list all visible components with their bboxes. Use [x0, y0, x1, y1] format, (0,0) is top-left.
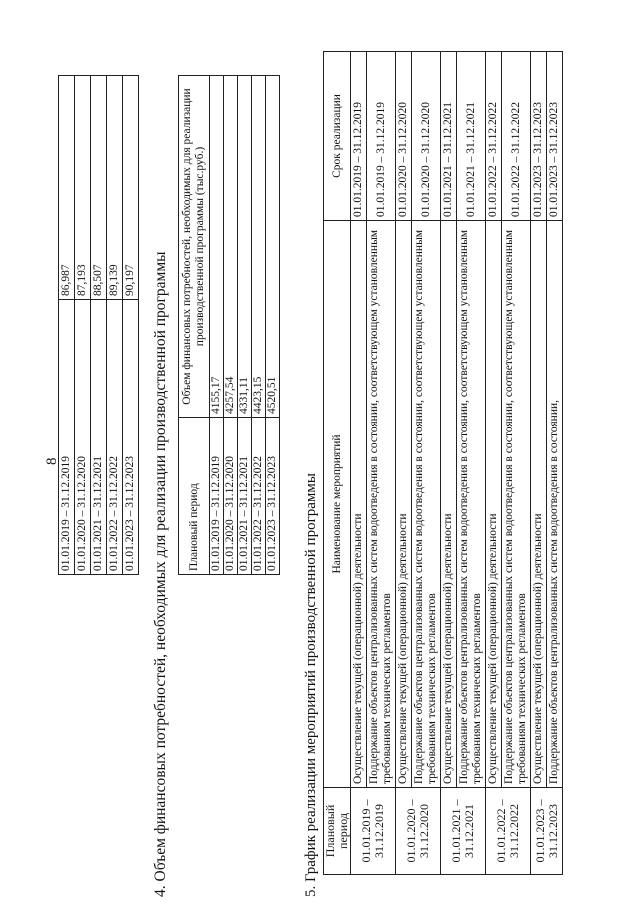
- activity-cell: Поддержание объектов централизованных систем водоотведения в состоянии,: [547, 221, 563, 788]
- section-5-heading: 5. График реализации мероприятий производственной программы: [303, 473, 319, 897]
- value-cell: 4520,51: [266, 76, 280, 418]
- period-cell: 01.01.2022 – 31.12.2022: [107, 300, 123, 575]
- section-4-heading: 4. Объем финансовых потребностей, необходимых для реализации производственной программы: [152, 251, 169, 897]
- indicator-values-table: [58, 75, 139, 575]
- term-cell: 01.01.2021 – 31.12.2021: [441, 52, 457, 221]
- value-cell: 86,987: [59, 76, 75, 300]
- page-number: 8: [44, 457, 60, 465]
- table-row: [252, 76, 266, 575]
- table-header-row: [324, 52, 351, 875]
- col-name-header: Наименование мероприятий: [324, 221, 351, 788]
- term-cell: 01.01.2021 – 31.12.2021: [457, 52, 486, 221]
- activity-cell: Поддержание объектов централизованных систем водоотведения в состоянии, соответствующем установленным требованиям технических регламентов: [412, 221, 441, 788]
- schedule-table: [323, 51, 563, 875]
- period-cell: 01.01.2020 – 31.12.2020: [396, 788, 441, 875]
- activity-cell: Осуществление текущей (операционной) деятельности: [441, 221, 457, 788]
- value-cell: 4155,17: [210, 76, 224, 418]
- activity-cell: Поддержание объектов централизованных систем водоотведения в состоянии, соответствующем установленным требованиям технических регламентов: [457, 221, 486, 788]
- term-cell: 01.01.2020 – 31.12.2020: [412, 52, 441, 221]
- period-cell: 01.01.2021 – 31.12.2021: [238, 418, 252, 575]
- term-cell: 01.01.2023 – 31.12.2023: [531, 52, 547, 221]
- term-cell: 01.01.2022 – 31.12.2022: [502, 52, 531, 221]
- table-row: [123, 76, 139, 575]
- period-cell: 01.01.2023 – 31.12.2023: [531, 788, 563, 875]
- table-row: [531, 52, 547, 875]
- table-row: [91, 76, 107, 575]
- period-cell: 01.01.2023 – 31.12.2023: [123, 300, 139, 575]
- period-cell: 01.01.2019 – 31.12.2019: [59, 300, 75, 575]
- activity-cell: Осуществление текущей (операционной) деятельности: [396, 221, 412, 788]
- table-row: [547, 52, 563, 875]
- term-cell: 01.01.2019 – 31.12.2019: [351, 52, 367, 221]
- period-cell: 01.01.2020 – 31.12.2020: [75, 300, 91, 575]
- period-cell: 01.01.2022 – 31.12.2022: [486, 788, 531, 875]
- value-cell: 90,197: [123, 76, 139, 300]
- table-row: [59, 76, 75, 575]
- value-cell: 4331,11: [238, 76, 252, 418]
- activity-cell: Осуществление текущей (операционной) деятельности: [351, 221, 367, 788]
- financial-needs-table: [178, 75, 280, 575]
- value-cell: 4423,15: [252, 76, 266, 418]
- term-cell: 01.01.2022 – 31.12.2022: [486, 52, 502, 221]
- value-cell: 87,193: [75, 76, 91, 300]
- period-cell: 01.01.2020 – 31.12.2020: [224, 418, 238, 575]
- table-row: [367, 52, 396, 875]
- table-row: [75, 76, 91, 575]
- col-period-header: Плановый период: [324, 788, 351, 875]
- table-row: [224, 76, 238, 575]
- col-term-header: Срок реализации: [324, 52, 351, 221]
- col-volume-header: Объем финансовых потребностей, необходимых для реализации производственной программы (тыс.руб.): [179, 76, 210, 418]
- table-row: [441, 52, 457, 875]
- table-row: [396, 52, 412, 875]
- table-row: [238, 76, 252, 575]
- table-row: [502, 52, 531, 875]
- term-cell: 01.01.2019 – 31.12.2019: [367, 52, 396, 221]
- activity-cell: Осуществление текущей (операционной) деятельности: [531, 221, 547, 788]
- term-cell: 01.01.2020 – 31.12.2020: [396, 52, 412, 221]
- term-cell: 01.01.2023 – 31.12.2023: [547, 52, 563, 221]
- value-cell: 4257,54: [224, 76, 238, 418]
- table-row: [107, 76, 123, 575]
- period-cell: 01.01.2023 – 31.12.2023: [266, 418, 280, 575]
- table-row: [210, 76, 224, 575]
- activity-cell: Поддержание объектов централизованных систем водоотведения в состоянии, соответствующем установленным требованиям технических регламентов: [367, 221, 396, 788]
- value-cell: 88,507: [91, 76, 107, 300]
- table-row: [412, 52, 441, 875]
- table-row: [351, 52, 367, 875]
- table-header-row: [179, 76, 210, 575]
- table-row: [457, 52, 486, 875]
- value-cell: 89,139: [107, 76, 123, 300]
- table-row: [266, 76, 280, 575]
- period-cell: 01.01.2022 – 31.12.2022: [252, 418, 266, 575]
- period-cell: 01.01.2019 – 31.12.2019: [210, 418, 224, 575]
- table-row: [486, 52, 502, 875]
- activity-cell: Поддержание объектов централизованных систем водоотведения в состоянии, соответствующем установленным требованиям технических регламентов: [502, 221, 531, 788]
- col-period-header: Плановый период: [179, 418, 210, 575]
- activity-cell: Осуществление текущей (операционной) деятельности: [486, 221, 502, 788]
- period-cell: 01.01.2021 – 31.12.2021: [91, 300, 107, 575]
- period-cell: 01.01.2021 – 31.12.2021: [441, 788, 486, 875]
- period-cell: 01.01.2019 – 31.12.2019: [351, 788, 396, 875]
